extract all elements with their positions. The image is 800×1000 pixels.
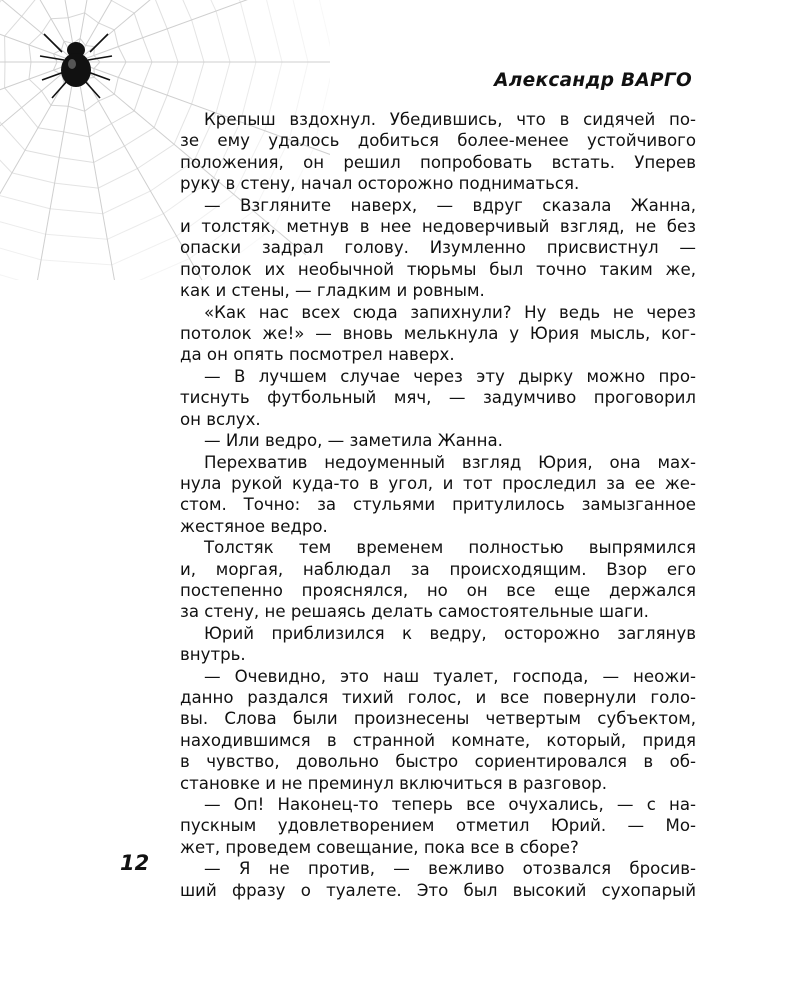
text-line: потолок их необычной тюрьмы был точно таким же,: [180, 259, 696, 279]
text-line: жет, проведем совещание, пока все в сборе?: [180, 837, 579, 857]
text-line: потолок же!» — вновь мелькнула у Юрия мысль, ког-: [180, 324, 696, 344]
web-spoke: [76, 0, 226, 62]
text-line: — Я не против, — вежливо отозвался бросив-: [204, 859, 696, 879]
text-line: становке и не преминул включиться в разговор.: [180, 773, 608, 793]
web-spoke: [0, 0, 76, 62]
text-line: Крепыш вздохнул. Убедившись, что в сидячей по-: [204, 110, 696, 129]
text-line: — Оп! Наконец-то теперь все очухались, — с на-: [204, 795, 696, 814]
spider-icon: [40, 34, 112, 98]
text-line: руку в стену, начал осторожно подниматься.: [180, 174, 580, 194]
web-spoke: [76, 62, 128, 280]
text-line: данно раздался тихий голос, и все повернули голо-: [180, 687, 696, 707]
text-line: ший фразу о туалете. Это был высокий сухопарый: [180, 880, 696, 900]
text-line: — Взгляните наверх, — вдруг сказала Жанна,: [204, 195, 696, 215]
text-line: и, моргая, наблюдал за происходящим. Взор его: [180, 559, 696, 579]
text-line: тиснуть футбольный мяч, — задумчиво проговорил: [180, 388, 696, 408]
text-line: и толстяк, метнув в нее недоверчивый взгляд, не без: [180, 217, 696, 237]
text-line: как и стены, — гладким и ровным.: [180, 281, 485, 301]
text-line: пускным удовлетворением отметил Юрий. — Мо-: [180, 816, 696, 836]
text-line: постепенно прояснялся, но он все еще держался: [180, 580, 696, 600]
text-line: — Очевидно, это наш туалет, господа, — неожи-: [204, 666, 696, 686]
text-line: положения, он решил попробовать встать. Уперев: [180, 152, 696, 172]
text-line: в чувство, довольно быстро сориентировался в об-: [180, 752, 696, 772]
web-spoke: [0, 62, 76, 280]
text-line: вы. Слова были произнесены четвертым субъектом,: [180, 709, 696, 729]
text-line: Толстяк тем временем полностью выпрямился: [204, 538, 696, 558]
web-ring: [0, 0, 204, 188]
text-line: Юрий приблизился к ведру, осторожно заглянув: [204, 623, 696, 643]
text-line: опаски задрал голову. Изумленно присвистнул —: [180, 238, 696, 258]
web-spoke: [24, 62, 76, 280]
text-line: зе ему удалось добиться более-менее устойчивого: [180, 131, 696, 151]
text-line: — Или ведро, — заметила Жанна.: [204, 431, 503, 451]
text-line: нула рукой куда-то в угол, и тот проследил за ее же-: [180, 473, 696, 493]
text-line: «Как нас всех сюда запихнули? Ну ведь не через: [204, 302, 696, 322]
text-line: — В лучшем случае через эту дырку можно про-: [204, 366, 696, 386]
page-number: 12: [120, 851, 150, 875]
text-line: стом. Точно: за стульями притулилось замызганное: [180, 495, 696, 515]
body-text: [180, 109, 696, 901]
text-line: он вслух.: [180, 409, 261, 429]
text-line: находившимся в странной комнате, который, придя: [180, 730, 696, 750]
web-spoke: [76, 0, 306, 62]
text-line: жестяное ведро.: [180, 516, 328, 536]
text-line: за стену, не решаясь делать самостоятельные шаги.: [180, 602, 649, 622]
text-line: внутрь.: [180, 645, 246, 665]
running-head: Александр ВАРГО: [494, 70, 692, 91]
text-line: да он опять посмотрел наверх.: [180, 345, 455, 365]
text-line: Перехватив недоуменный взгляд Юрия, она мах-: [204, 452, 696, 472]
